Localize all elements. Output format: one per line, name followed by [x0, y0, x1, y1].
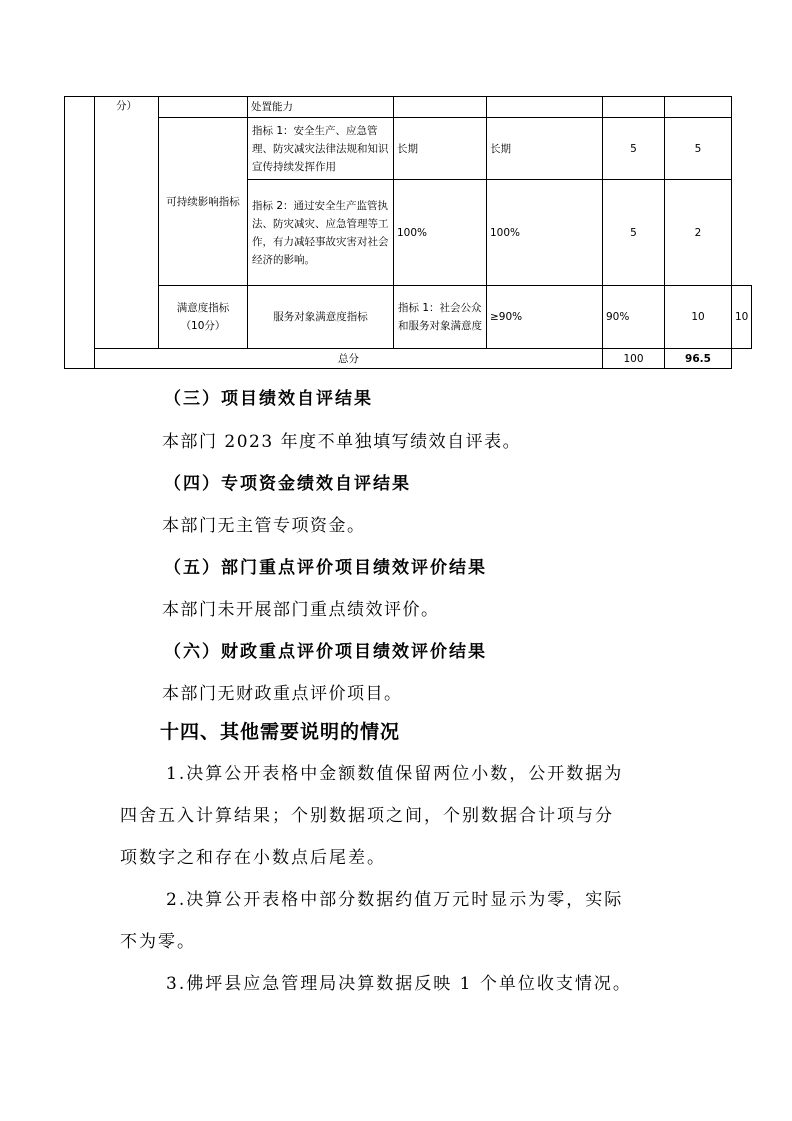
- weight-cell: 5: [603, 118, 665, 180]
- score-cell: 10: [732, 286, 752, 349]
- indicator-cell: 指标 1：社会公众和服务对象满意度: [394, 286, 487, 349]
- level1-cell: 满意度指标（10分）: [159, 286, 248, 349]
- table-row: [65, 286, 752, 349]
- paragraph-line: 2.决算公开表格中部分数据约值万元时显示为零，实际: [166, 890, 624, 910]
- table-row: [65, 118, 752, 180]
- actual-cell: 90%: [603, 286, 665, 349]
- actual-cell: 100%: [487, 180, 603, 286]
- target-cell: 长期: [394, 118, 487, 180]
- weight-cell: 5: [603, 180, 665, 286]
- section-heading: （五）部门重点评价项目绩效评价结果: [164, 558, 487, 578]
- total-label: 总分: [95, 349, 603, 369]
- section-heading: （六）财政重点评价项目绩效评价结果: [164, 642, 487, 662]
- paragraph-line: 3.佛坪县应急管理局决算数据反映 1 个单位收支情况。: [166, 974, 632, 994]
- paragraph-line: 1.决算公开表格中金额数值保留两位小数，公开数据为: [166, 764, 624, 784]
- paragraph: 本部门未开展部门重点绩效评价。: [162, 600, 440, 620]
- indicator-cell: 处置能力: [248, 97, 394, 118]
- paragraph: 本部门无财政重点评价项目。: [162, 684, 403, 704]
- category-cell: 服务对象满意度指标: [248, 286, 394, 349]
- blank-cell: [65, 97, 95, 369]
- actual-cell: 长期: [487, 118, 603, 180]
- weight-cell: 10: [665, 286, 732, 349]
- indicator-cell: 指标 2：通过安全生产监管执法、防灾减灾、应急管理等工作，有力减轻事故灾害对社会经济的影响。: [248, 180, 394, 286]
- indicator-cell: 指标 1：安全生产、应急管理、防灾减灾法律法规和知识宣传持续发挥作用: [248, 118, 394, 180]
- paragraph-line: 项数字之和存在小数点后尾差。: [120, 848, 386, 868]
- paragraph-line: 四舍五入计算结果；个别数据项之间，个别数据合计项与分: [120, 806, 614, 826]
- target-cell: ≥90%: [487, 286, 603, 349]
- total-score: 96.5: [665, 349, 732, 369]
- total-row: [65, 349, 752, 369]
- score-cell: 5: [665, 118, 732, 180]
- paragraph: 本部门无主管专项资金。: [162, 516, 366, 536]
- performance-table: [64, 96, 752, 369]
- target-cell: 100%: [394, 180, 487, 286]
- paragraph-line: 不为零。: [120, 932, 196, 952]
- section-heading: （三）项目绩效自评结果: [164, 389, 373, 409]
- total-weight: 100: [603, 349, 665, 369]
- paragraph: 本部门 2023 年度不单独填写绩效自评表。: [162, 432, 522, 452]
- category-cell: 可持续影响指标: [159, 118, 248, 286]
- table-row: [65, 97, 752, 118]
- level1-cell: 分）: [95, 97, 159, 349]
- section-heading: （四）专项资金绩效自评结果: [164, 474, 411, 494]
- score-cell: 2: [665, 180, 732, 286]
- chapter-heading: 十四、其他需要说明的情况: [160, 721, 401, 743]
- level2-cell: [159, 97, 248, 118]
